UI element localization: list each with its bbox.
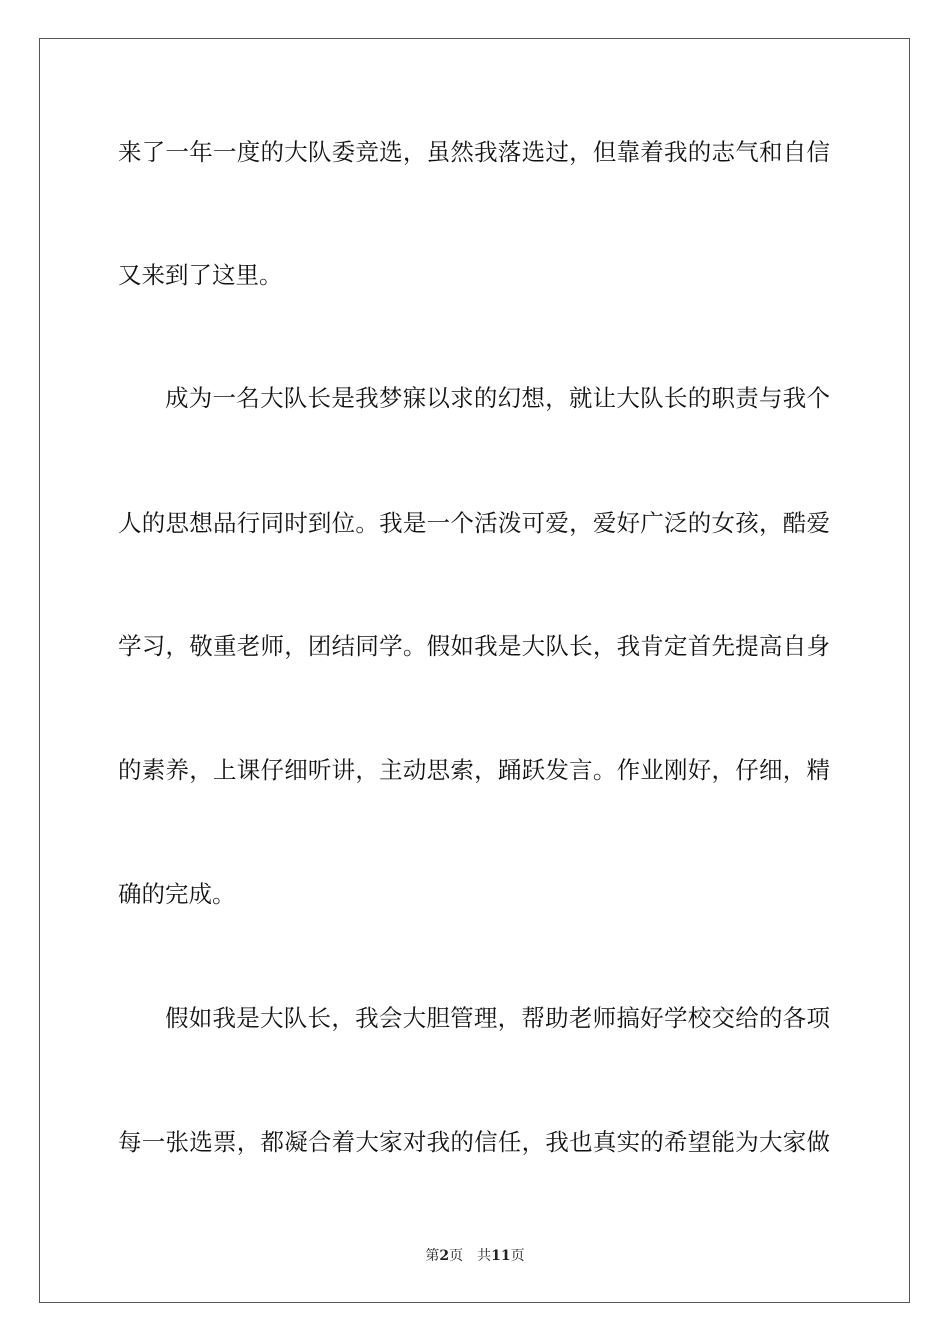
page-border: [39, 38, 910, 1303]
paragraph-line: 又来到了这里。: [118, 261, 283, 289]
page-number-current: 2: [439, 1248, 450, 1264]
paragraph-line: 来了一年一度的大队委竞选，虽然我落选过，但靠着我的志气和自信: [118, 138, 830, 166]
paragraph-line: 人的思想品行同时到位。我是一个活泼可爱，爱好广泛的女孩，酷爱: [118, 509, 830, 537]
total-pages-prefix: 共: [477, 1248, 492, 1264]
paragraph-line: 确的完成。: [118, 880, 236, 908]
page-number-prefix: 第: [425, 1248, 440, 1264]
paragraph-line: 假如我是大队长，我会大胆管理，帮助老师搞好学校交给的各项: [165, 1004, 830, 1032]
paragraph-line: 每一张选票，都凝合着大家对我的信任，我也真实的希望能为大家做: [118, 1128, 830, 1156]
page-footer: [0, 1246, 950, 1266]
total-pages-count: 11: [491, 1248, 511, 1264]
total-pages-suffix: 页: [510, 1248, 525, 1264]
paragraph-line: 成为一名大队长是我梦寐以求的幻想，就让大队长的职责与我个: [165, 384, 830, 412]
paragraph-line: 的素养，上课仔细听讲，主动思索，踊跃发言。作业刚好，仔细，精: [118, 756, 830, 784]
page-number-suffix: 页: [449, 1248, 464, 1264]
paragraph-line: 学习，敬重老师，团结同学。假如我是大队长，我肯定首先提高自身: [118, 632, 830, 660]
